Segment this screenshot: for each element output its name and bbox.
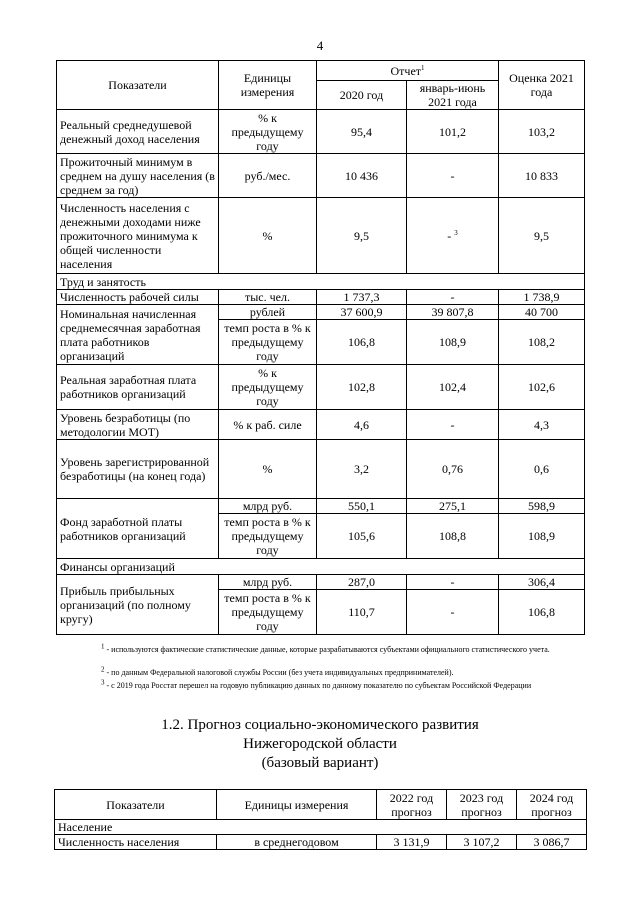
footnote-text: - по данным Федеральной налоговой службы России (без учета индивидуальных предпринимателей). [104,668,454,677]
footnote-mark: 2 [101,665,105,674]
value-2020: 4,6 [317,410,407,440]
row-unit: темп роста в % к предыдущему году [219,320,317,365]
value-estimate: 598,9 [499,499,585,514]
header-estimate-2021: Оценка 2021 года [499,61,585,110]
section-row [57,559,585,575]
table-row [55,835,587,850]
indicators-report-table [56,60,585,635]
value-2020: 10 436 [317,154,407,198]
value-h1-2021: - [407,154,499,198]
row-unit: тыс. чел. [219,290,317,305]
value-2020: 102,8 [317,365,407,410]
table-row [57,290,585,305]
table-row [57,440,585,499]
header-2024: 2024 год прогноз [517,790,587,820]
value-estimate: 102,6 [499,365,585,410]
value-estimate: 306,4 [499,575,585,590]
value-h1-2021: - [407,290,499,305]
value-2020: 95,4 [317,110,407,154]
header-report: Отчет$^1$ [317,61,499,81]
page-number: 4 [316,38,324,53]
row-label: Прибыль прибыльных организаций (по полному кругу) [57,575,219,635]
row-label: Фонд заработной платы работников организаций [57,499,219,559]
value-h1-2021: 101,2 [407,110,499,154]
value-h1-2021: - [407,575,499,590]
value-estimate: 103,2 [499,110,585,154]
header-2022: 2022 год прогноз [377,790,447,820]
row-unit: млрд руб. [219,575,317,590]
header-units: Единицы измерения [217,790,377,820]
header-indicators: Показатели [57,61,219,110]
table-row [57,365,585,410]
row-label: Численность населения [55,835,217,850]
value-h1-2021: 39 807,8 [407,305,499,320]
footnote-text: - используются фактические статистические данные, которые разрабатываются субъектами официального статистического учета. [104,645,550,654]
section-finance: Финансы организаций [57,559,585,575]
value-h1-2021: 0,76 [407,440,499,499]
value-estimate: 108,9 [499,514,585,559]
value-2020: 3,2 [317,440,407,499]
value-2020: 110,7 [317,590,407,635]
section-heading-line3: (базовый вариант) [261,755,379,771]
value-estimate: 1 738,9 [499,290,585,305]
row-label: Прожиточный минимум в среднем на душу населения (в среднем за год) [57,154,219,198]
value-2020: 9,5 [317,198,407,274]
section-heading-line1: 1.2. Прогноз социально-экономического развития [161,717,479,733]
table-row [57,154,585,198]
value-h1-2021: 108,9 [407,320,499,365]
section-labor: Труд и занятость [57,274,585,290]
value-h1-2021: 108,8 [407,514,499,559]
value-estimate: 9,5 [499,198,585,274]
footnote-ref-1: 1 [421,63,425,72]
value-estimate: 0,6 [499,440,585,499]
header-indicators: Показатели [55,790,217,820]
table-row [57,110,585,154]
table-row [57,575,585,590]
value-h1-2021: 102,4 [407,365,499,410]
row-unit: темп роста в % к предыдущему году [219,514,317,559]
row-label: Численность населения с денежными доходами ниже прожиточного минимума к общей численности населения [57,198,219,274]
row-unit: млрд руб. [219,499,317,514]
header-2020: 2020 год [317,81,407,110]
section-heading-line2: Нижегородской области [243,736,397,752]
row-label: Номинальная начисленная среднемесячная заработная плата работников организаций [57,305,219,365]
row-label: Уровень безработицы (по методологии МОТ) [57,410,219,440]
row-unit: % к предыдущему году [219,365,317,410]
value-h1-2021: - [407,410,499,440]
row-unit: в среднегодовом [217,835,377,850]
value-estimate: 108,2 [499,320,585,365]
row-label: Уровень зарегистрированной безработицы (на конец года) [57,440,219,499]
table-row [57,410,585,440]
value-2020: 105,6 [317,514,407,559]
footnote-mark: 1 [101,642,105,651]
table-row [57,499,585,514]
value-h1-2021: 275,1 [407,499,499,514]
footnote-ref-3: 3 [454,228,458,237]
forecast-table [54,789,587,850]
value-h1-2021: - $^3$ [407,198,499,274]
value-estimate: 4,3 [499,410,585,440]
value-2024: 3 086,7 [517,835,587,850]
row-unit: % к раб. силе [219,410,317,440]
section-row [57,274,585,290]
row-unit: % [219,198,317,274]
row-unit: темп роста в % к предыдущему году [219,590,317,635]
value-2020: 1 737,3 [317,290,407,305]
value-estimate: 10 833 [499,154,585,198]
row-unit: руб./мес. [219,154,317,198]
value-2020: 37 600,9 [317,305,407,320]
header-2023: 2023 год прогноз [447,790,517,820]
section-row [55,820,587,835]
header-units: Единицы измерения [219,61,317,110]
row-unit: рублей [219,305,317,320]
value-2020: 550,1 [317,499,407,514]
value-2020: 106,8 [317,320,407,365]
value-2022: 3 131,9 [377,835,447,850]
footnote-3 [57,678,595,691]
table-row [57,305,585,320]
section-population: Население [55,820,587,835]
header-jan-jun-2021: январь-июнь 2021 года [407,81,499,110]
row-label: Численность рабочей силы [57,290,219,305]
value-h1-2021: - [407,590,499,635]
value-2020: 287,0 [317,575,407,590]
footnote-1 [57,642,595,655]
row-unit: % [219,440,317,499]
row-label: Реальная заработная плата работников организаций [57,365,219,410]
row-label: Реальный среднедушевой денежный доход населения [57,110,219,154]
value-estimate: 40 700 [499,305,585,320]
footnote-mark: 3 [101,678,105,687]
row-unit: % к предыдущему году [219,110,317,154]
value-estimate: 106,8 [499,590,585,635]
footnote-text: - с 2019 года Росстат перешел на годовую публикацию данных по данному показателю по субъектам Российской Федерации [104,681,532,690]
table-row [57,198,585,274]
footnote-2 [57,665,595,678]
value-2023: 3 107,2 [447,835,517,850]
